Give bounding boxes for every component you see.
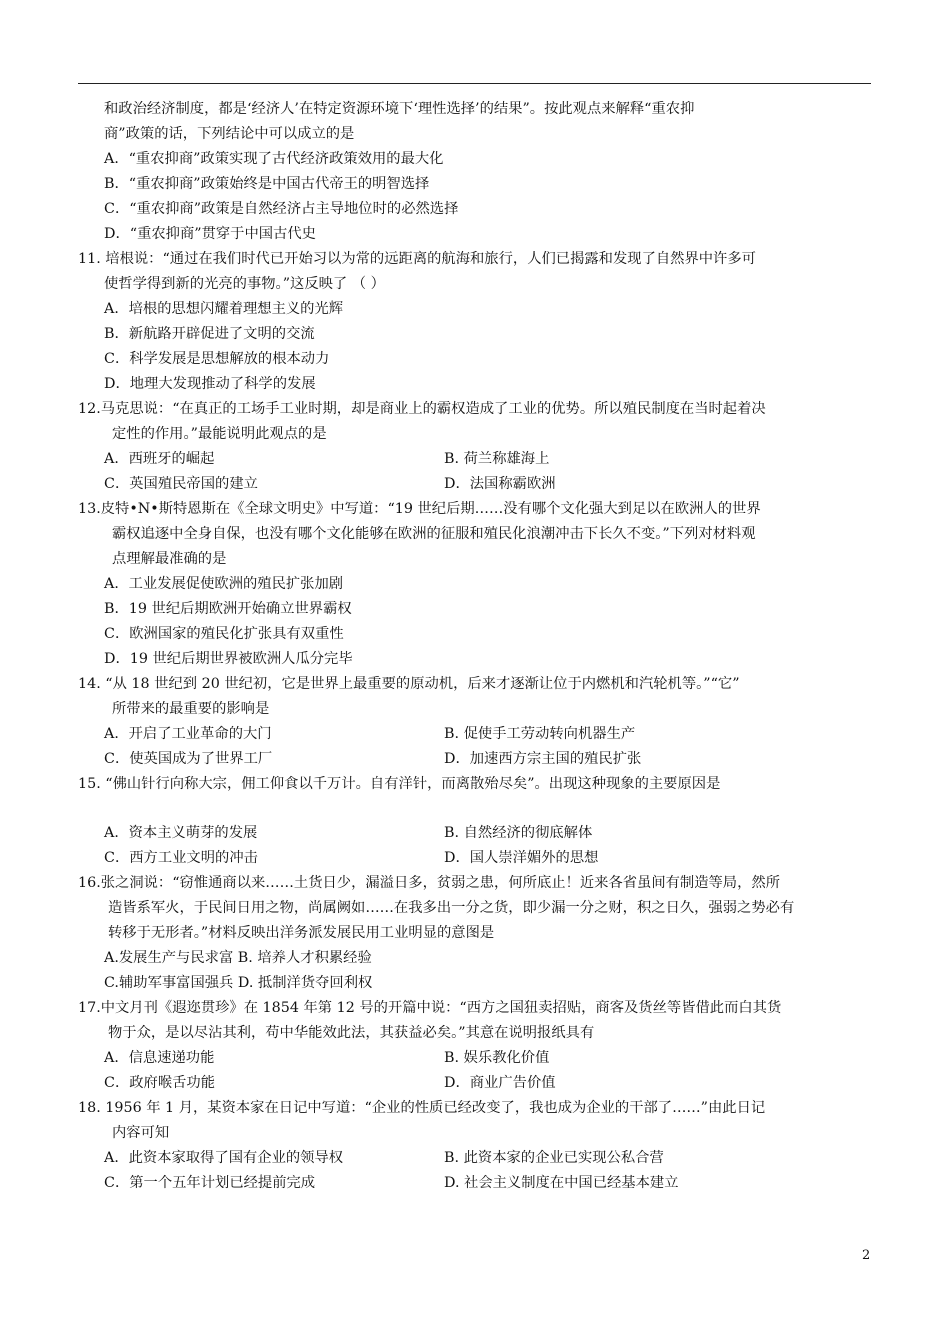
question-14-option-a: A．开启了工业革命的大门	[104, 726, 272, 742]
question-14-option-c: C．使英国成为了世界工厂	[104, 751, 273, 767]
question-18-option-d: D. 社会主义制度在中国已经基本建立	[444, 1175, 679, 1191]
question-12-option-a: A．西班牙的崛起	[104, 451, 215, 467]
question-12-stem-line-2: 定性的作用。”最能说明此观点的是	[112, 426, 327, 442]
question-15-option-b: B. 自然经济的彻底解体	[444, 825, 593, 841]
question-11-option-b: B．新航路开辟促进了文明的交流	[104, 326, 315, 342]
question-17-stem-line-1: 17.中文月刊《遐迩贯珍》在 1854 年第 12 号的开篇中说：“西方之国狃卖招贴，商客及货丝等皆借此而白其货	[78, 1000, 782, 1016]
page-number: 2	[862, 1248, 871, 1263]
question-16-stem-line-3: 转移于无形者。”材料反映出洋务派发展民用工业明显的意图是	[108, 925, 495, 941]
question-15-option-d: D．国人崇洋媚外的思想	[444, 850, 599, 866]
question-11-option-a: A．培根的思想闪耀着理想主义的光辉	[104, 301, 344, 317]
question-11-stem-line-2: 使哲学得到新的光亮的事物。”这反映了 （ ）	[104, 276, 385, 292]
question-13-option-a: A．工业发展促使欧洲的殖民扩张加剧	[104, 576, 344, 592]
question-10-option-b: B．“重农抑商”政策始终是中国古代帝王的明智选择	[104, 176, 430, 192]
question-13-option-d: D．19 世纪后期世界被欧洲人瓜分完毕	[104, 651, 353, 667]
question-18-stem-line-2: 内容可知	[112, 1125, 170, 1141]
question-10-stem-line-1: 和政治经济制度，都是‘经济人’在特定资源环境下‘理性选择’的结果”。按此观点来解释“重农抑	[104, 101, 695, 117]
question-12-stem-line-1: 12.马克思说：“在真正的工场手工业时期，却是商业上的霸权造成了工业的优势。所以殖民制度在当时起着决	[78, 401, 766, 417]
question-17-option-b: B. 娱乐教化价值	[444, 1050, 550, 1066]
question-11-stem-line-1: 11. 培根说：“通过在我们时代已开始习以为常的远距离的航海和旅行，人们已揭露和发现了自然界中许多可	[78, 251, 756, 267]
question-13-stem-line-2: 霸权追逐中全身自保，也没有哪个文化能够在欧洲的征服和殖民化浪潮冲击下长久不变。”下列对材料观	[112, 526, 756, 542]
question-12-option-b: B. 荷兰称雄海上	[444, 451, 550, 467]
question-10-option-c: C．“重农抑商”政策是自然经济占主导地位时的必然选择	[104, 201, 459, 217]
question-16-stem-line-1: 16.张之洞说：“窃惟通商以来……土货日少，漏溢日多，贫弱之患，何所底止！近来各省虽间有制造等局，然所	[78, 875, 780, 891]
question-14-stem-line-1: 14. “从 18 世纪到 20 世纪初，它是世界上最重要的原动机，后来才逐渐让位于内燃机和汽轮机等。”“它”	[78, 676, 740, 692]
question-17-option-c: C．政府喉舌功能	[104, 1075, 216, 1091]
question-16-options-cd: C.辅助军事富国强兵 D. 抵制洋货夺回利权	[104, 975, 373, 991]
question-15-option-a: A．资本主义萌芽的发展	[104, 825, 258, 841]
question-10-option-a: A．“重农抑商”政策实现了古代经济政策效用的最大化	[104, 151, 444, 167]
question-17-option-d: D．商业广告价值	[444, 1075, 556, 1091]
question-15-option-c: C．西方工业文明的冲击	[104, 850, 258, 866]
question-13-option-b: B．19 世纪后期欧洲开始确立世界霸权	[104, 601, 352, 617]
question-13-stem-line-1: 13.皮特•N•斯特恩斯在《全球文明史》中写道：“19 世纪后期……没有哪个文化强大到足以在欧洲人的世界	[78, 501, 761, 517]
question-15-stem-line-1: 15. “佛山针行向称大宗，佣工仰食以千万计。自有洋针，而离散殆尽矣”。出现这种现象的主要原因是	[78, 776, 721, 792]
question-14-option-b: B. 促使手工劳动转向机器生产	[444, 726, 636, 742]
question-10-option-d: D．“重农抑商”贯穿于中国古代史	[104, 226, 316, 242]
question-17-option-a: A．信息速递功能	[104, 1050, 215, 1066]
question-12-option-d: D．法国称霸欧洲	[444, 476, 556, 492]
question-12-option-c: C．英国殖民帝国的建立	[104, 476, 258, 492]
question-11-option-d: D．地理大发现推动了科学的发展	[104, 376, 316, 392]
question-10-stem-line-2: 商”政策的话，下列结论中可以成立的是	[104, 126, 355, 142]
question-16-stem-line-2: 造皆系军火，于民间日用之物，尚属阙如……在我多出一分之货，即少漏一分之财，积之日久，强弱之势必有	[108, 900, 795, 916]
question-13-option-c: C．欧洲国家的殖民化扩张具有双重性	[104, 626, 344, 642]
question-18-option-b: B. 此资本家的企业已实现公私合营	[444, 1150, 664, 1166]
question-17-stem-line-2: 物于众，是以尽沾其利，苟中华能效此法，其获益必矣。”其意在说明报纸具有	[108, 1025, 595, 1041]
header-rule	[78, 83, 871, 84]
question-18-stem-line-1: 18. 1956 年 1 月，某资本家在日记中写道：“企业的性质已经改变了，我也成为企业的干部了……”由此日记	[78, 1100, 766, 1116]
question-14-option-d: D．加速西方宗主国的殖民扩张	[444, 751, 642, 767]
question-18-option-a: A．此资本家取得了国有企业的领导权	[104, 1150, 344, 1166]
question-16-options-ab: A.发展生产与民求富 B. 培养人才积累经验	[104, 950, 372, 966]
question-11-option-c: C．科学发展是思想解放的根本动力	[104, 351, 330, 367]
question-18-option-c: C．第一个五年计划已经提前完成	[104, 1175, 316, 1191]
question-13-stem-line-3: 点理解最准确的是	[112, 551, 227, 567]
question-14-stem-line-2: 所带来的最重要的影响是	[112, 701, 270, 717]
